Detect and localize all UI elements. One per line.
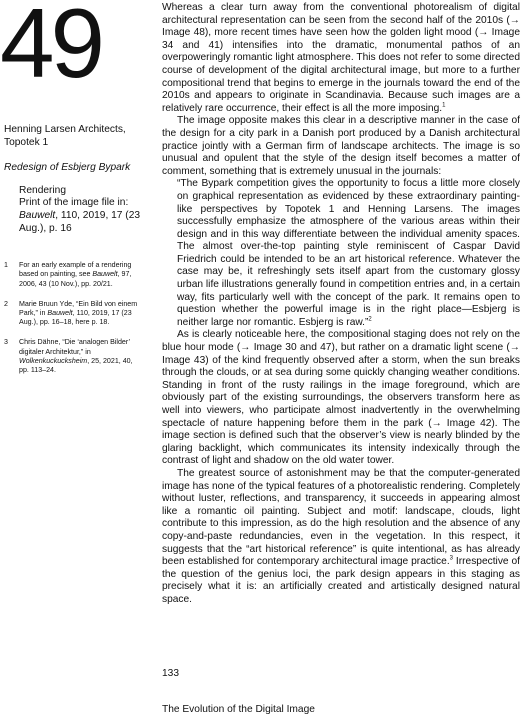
sidebar (4, 124, 144, 386)
body-text (162, 2, 520, 607)
footnote-text: Chris Dähne, “Die ‘analogen Bilder’ digitaler Architektur,” in Wolkenkuckucksheim, 25, 2021, 40, pp. 113–24. (19, 338, 133, 374)
image-caption (19, 185, 144, 235)
rendering-label: Rendering (19, 184, 67, 196)
chapter-number: 49 (0, 0, 102, 98)
project-subtitle: Redesign of Esbjerg Bypark (4, 162, 131, 174)
footnote-number: 2 (4, 299, 8, 308)
footnote-ref: 3 (449, 555, 453, 562)
block-quote: “The Bypark competition gives the opportunity to focus a little more closely on graphical representation as evidenced by these extraordinary painting-like perspectives by Topotek 1 and Henning Larsens. The images successfully emphasize the atmosphere of the various areas within their design and in this way differentiate between the individual amenity spaces. The almost over-the-top painting style reminiscent of Caspar David Friedrich could be intended to be an art historical reference. Whatever the case may be, it refreshingly sets itself apart from the customary glossy urban life illustrations generally found in competition entries and, in a certain way, fits particularly well with the concept of the park. It remains open to question whether the powerful image is in the right place—Esbjerg is neither large nor romantic. Esbjerg is raw.”$^2$ (177, 178, 520, 328)
footnote-number: 1 (4, 261, 8, 270)
footnote-ref: 1 (442, 102, 446, 109)
footnote (4, 338, 144, 375)
footnote-number: 3 (4, 338, 8, 347)
footnote (4, 300, 144, 328)
project-title: Henning Larsen Architects, Topotek 1 (4, 124, 126, 148)
footnote-text: Marie Bruun Yde, “Ein Bild von einem Park,” in Bauwelt, 110, 2019, 17 (23 Aug.), pp. 16–18, here p. 18. (19, 299, 138, 327)
footnote-text: For an early example of a rendering based on painting, see Bauwelt, 97, 2006, 43 (10 Nov.), pp. 20/21. (19, 261, 132, 288)
running-footer: The Evolution of the Digital Image (162, 704, 315, 715)
paragraph: Whereas a clear turn away from the conventional photorealism of digital architectural representation can be seen from the second half of the 2010s (→ Image 48), more recent times have seen how the golden light mood (→ Image 34 and 41) intensifies into the dramatic, monumental pathos of an overpoweringly romantic light atmosphere. This does not refer to some directed course of development of the digital architectural image, but more to a further compositional trend that begins to emerge in the journals toward the end of the 2010s and appears to originate in Scandinavia. Because such images are a relatively rare occurrence, their effect is all the more imposing.$^1$ (162, 2, 520, 114)
paragraph: The greatest source of astonishment may be that the computer-generated image has none of the typical features of a photorealistic rendering. Completely without luster, reflections, and transparency, it succeeds in appearing almost like a romantic oil painting. Subject and motif: landscape, clouds, light contribute to this impression, as do the high resolution and the absence of any copy-and-paste redundancies, even in the vegetation. In this respect, it suggests that the “art historical reference” is quite intentional, as has already been established for contemporary architectural image practice.$^3$ Irrespective of the question of the genius loci, the park design appears in this staging as precisely what it is: an artificially created and artistically designed natural space. (162, 467, 520, 605)
footnote-ref: 2 (368, 316, 372, 323)
paragraph: As is clearly noticeable here, the compositional staging does not rely on the blue hour mode (→ Image 30 and 47), but rather on a dramatic light scene (→ Image 43) of the kind frequently observed after a storm, when the sun breaks through the clouds, or at sea during some quickly changing weather conditions. Standing in front of the rusty railings in the image foreground, which are obviously part of the existing surroundings, the observers transform here as well into viewers, who participate almost inadvertently in the overwhelming spectacle of nature happening before them in the park (→ Image 42). The image section is defined such that the observer’s view is nearly blinded by the glaring backlight, which communicates its intensity indexically through the contrast of light and shadow on the old water tower. (162, 329, 520, 467)
footnote (4, 261, 144, 289)
print-info: Print of the image file in: Bauwelt, 110, 2019, 17 (23 Aug.), p. 16 (19, 197, 141, 234)
paragraph: The image opposite makes this clear in a descriptive manner in the case of the design for a city park in a Danish port produced by a Danish architectural practice jointly with a German firm of landscape architects. The image is so unusual and opulent that the style of the design itself becomes a matter of comment, something that is extremely unusual in the journals: (162, 115, 520, 177)
page-number: 133 (162, 668, 179, 679)
